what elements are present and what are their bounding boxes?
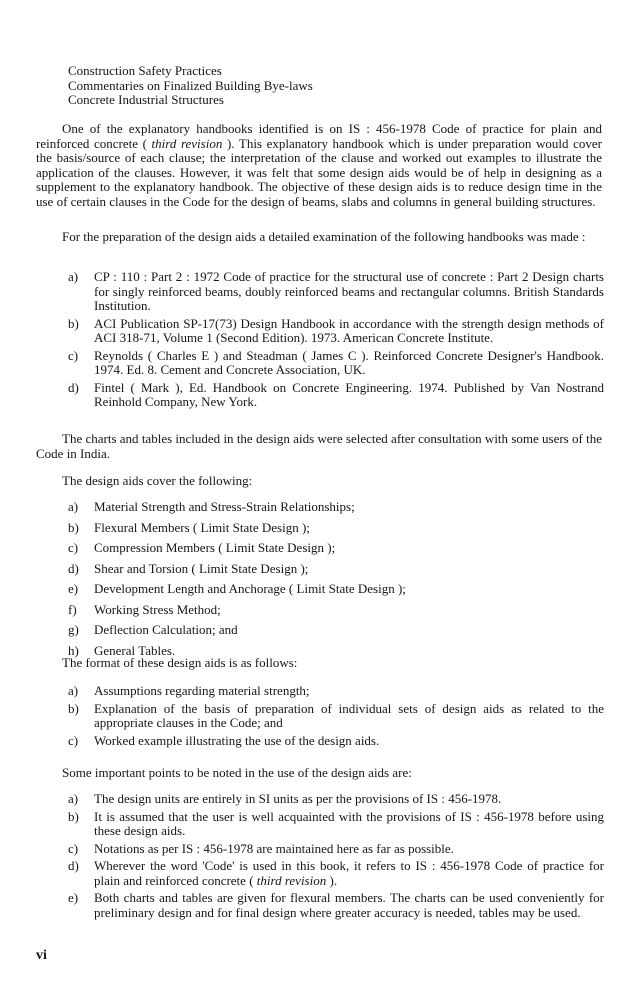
handbooks-list — [68, 270, 604, 413]
list-item: a) Material Strength and Stress-Strain Relationships; — [68, 499, 355, 514]
list-item: e) Development Length and Anchorage ( Limit State Design ); — [68, 581, 406, 596]
header-line: Commentaries on Finalized Building Bye-laws — [68, 77, 313, 93]
list-item: c) Notations as per IS : 456-1978 are maintained here as far as possible. — [68, 840, 454, 856]
paragraph-coverage-intro: The design aids cover the following: — [62, 473, 253, 488]
page-number: vi — [36, 948, 47, 963]
header-line: Concrete Industrial Structures — [68, 92, 224, 107]
format-list — [68, 684, 604, 751]
list-item: b) Flexural Members ( Limit State Design ); — [68, 519, 310, 535]
paragraph-format-intro: The format of these design aids is as follows: — [62, 655, 298, 670]
paragraph-points-intro: Some important points to be noted in the use of the design aids are: — [62, 765, 412, 780]
list-item: c) Reynolds ( Charles E ) and Steadman ( James C ). Reinforced Concrete Designer's Handbook. 1974. Ed. 8. Cement and Concrete Association, UK. — [68, 347, 604, 377]
list-item: a) CP : 110 : Part 2 : 1972 Code of practice for the structural use of concrete : Part 2 Design charts for singly reinforced beams, doubly reinforced beams and rectangular columns. British Standards Institution. — [68, 269, 604, 313]
list-item: b) It is assumed that the user is well acquainted with the provisions of IS : 456-1978 before using these design aids. — [68, 808, 604, 838]
list-item: d) Shear and Torsion ( Limit State Design ); — [68, 560, 309, 576]
paragraph-intro: One of the explanatory handbooks identified is on IS : 456-1978 Code of practice for plain and reinforced concrete ( third revision ). This explanatory handbook which is under preparation would cover the basis/source of each clause; the interpretation of the clause and worked out examples to illustrate the application of the clauses. However, it was felt that some design aids would be of help in designing as a supplement to the explanatory handbook. The objective of these design aids is to reduce design time in the use of certain clauses in the Code for the design of beams, slabs and columns in general building structures. — [36, 121, 602, 209]
header-line: Construction Safety Practices — [68, 63, 222, 78]
points-list — [68, 792, 604, 923]
paragraph-handbooks-intro: For the preparation of the design aids a detailed examination of the following handbooks was made : — [62, 229, 586, 244]
list-item: f) Working Stress Method; — [68, 601, 221, 617]
list-item: g) Deflection Calculation; and — [68, 622, 238, 637]
list-item: e) Both charts and tables are given for flexural members. The charts can be used conveniently for preliminary design and for final design where greater accuracy is needed, tables may be used. — [68, 890, 604, 920]
list-item: h) General Tables. — [68, 642, 176, 658]
list-item: b) Explanation of the basis of preparation of individual sets of design aids as related to the appropriate clauses in the Code; and — [68, 700, 604, 730]
coverage-list — [68, 500, 604, 664]
list-item: b) ACI Publication SP-17(73) Design Handbook in accordance with the strength design methods of ACI 318-71, Volume 1 (Second Edition). 1973. American Concrete Institute. — [68, 315, 604, 345]
list-item: d) Fintel ( Mark ), Ed. Handbook on Concrete Engineering. 1974. Published by Van Nostrand Reinhold Company, New York. — [68, 379, 604, 409]
list-item: c) Compression Members ( Limit State Design ); — [68, 540, 336, 555]
paragraph-selection: The charts and tables included in the design aids were selected after consultation with some users of the Code in India. — [36, 431, 602, 461]
list-item: a) The design units are entirely in SI units as per the provisions of IS : 456-1978. — [68, 791, 502, 806]
list-item: c) Worked example illustrating the use of the design aids. — [68, 732, 380, 748]
header-list — [68, 64, 568, 108]
list-item: d) Wherever the word 'Code' is used in this book, it refers to IS : 456-1978 Code of practice for plain and reinforced concrete ( third revision ). — [68, 858, 604, 888]
list-item: a) Assumptions regarding material strength; — [68, 683, 310, 698]
